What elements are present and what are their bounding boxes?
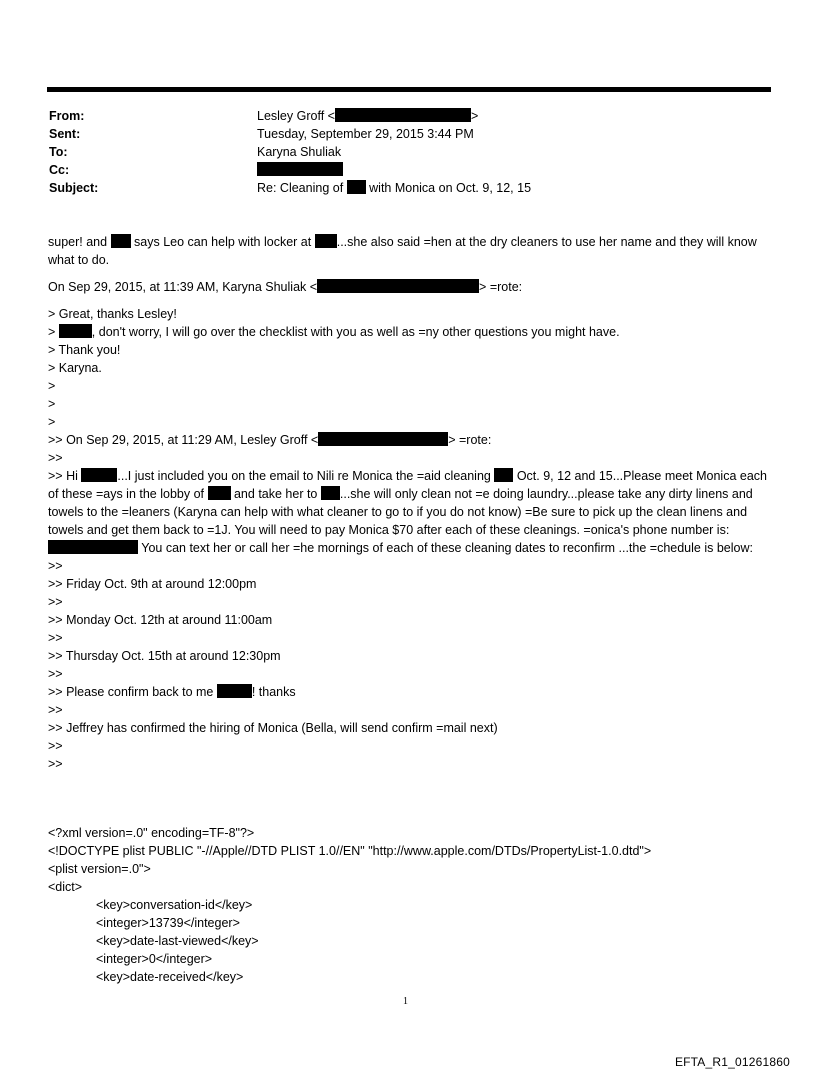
quote-paragraph: >> Hi ...I just included you on the email to Nili re Monica the =aid cleaning Oct. 9, 12 and 15...Please meet Monica each of these =ays in the lobby of and take her to ...she will only clean not =e doing laundry...please take any dirty linens and towels to the =leaners (Karyna can help with what cleaner to go to if you do not know) =Be sure to pick up the clean linens and towels and get them back to =1J. You will need to pay Monica $70 after each of these cleanings. =onica's phone number is: You can text her or call her =he mornings of each of these cleaning dates to reconfirm ...the =chedule is below: bbox=[48, 469, 767, 555]
subject-label: Subject: bbox=[49, 181, 99, 195]
xml-line: <key>date-received</key> bbox=[96, 970, 244, 984]
sent-label: Sent: bbox=[49, 127, 81, 141]
quote-line: > bbox=[48, 379, 56, 393]
page-number: 1 bbox=[403, 996, 408, 1007]
quote-line: >> bbox=[48, 739, 63, 753]
bates-stamp: EFTA_R1_01261860 bbox=[674, 1055, 790, 1069]
redaction-block bbox=[315, 234, 337, 248]
redaction-block bbox=[81, 468, 117, 482]
quote-line: >> bbox=[48, 559, 63, 573]
schedule-item: >> Thursday Oct. 15th at around 12:30pm bbox=[48, 649, 281, 663]
redaction-block bbox=[321, 486, 340, 500]
to-value: Karyna Shuliak bbox=[257, 145, 342, 159]
redaction-block bbox=[494, 468, 513, 482]
redaction-block bbox=[257, 162, 343, 176]
xml-line: <key>conversation-id</key> bbox=[96, 898, 253, 912]
quote-line: > , don't worry, I will go over the checklist with you as well as =ny other questions you might have. bbox=[48, 325, 620, 339]
to-label: To: bbox=[49, 145, 68, 159]
sent-value: Tuesday, September 29, 2015 3:44 PM bbox=[257, 127, 474, 141]
quote-line: >> Please confirm back to me ! thanks bbox=[48, 685, 296, 699]
body-paragraph: super! and says Leo can help with locker at ...she also said =hen at the dry cleaners to use her name and they will know what to do. bbox=[48, 235, 757, 267]
xml-line: <integer>13739</integer> bbox=[96, 916, 240, 930]
quote-line: > Great, thanks Lesley! bbox=[48, 307, 177, 321]
xml-line: <!DOCTYPE plist PUBLIC "-//Apple//DTD PLIST 1.0//EN" "http://www.apple.com/DTDs/PropertyList-1.0.dtd"> bbox=[48, 844, 652, 858]
xml-line: <plist version=.0"> bbox=[48, 862, 151, 876]
from-value: Lesley Groff < > bbox=[257, 109, 479, 123]
redaction-block bbox=[347, 180, 366, 194]
redaction-block bbox=[318, 432, 448, 446]
redaction-block bbox=[48, 540, 138, 554]
xml-line: <key>date-last-viewed</key> bbox=[96, 934, 259, 948]
xml-line: <integer>0</integer> bbox=[96, 952, 213, 966]
quote-header: On Sep 29, 2015, at 11:39 AM, Karyna Shuliak < > =rote: bbox=[48, 280, 523, 294]
quote-line: >> Jeffrey has confirmed the hiring of Monica (Bella, will send confirm =mail next) bbox=[48, 721, 498, 735]
redaction-block bbox=[335, 108, 471, 122]
redaction-block bbox=[59, 324, 92, 338]
redaction-block bbox=[111, 234, 131, 248]
quote-line: > Karyna. bbox=[48, 361, 102, 375]
xml-line: <?xml version=.0" encoding=TF-8"?> bbox=[48, 826, 255, 840]
header-rule bbox=[47, 87, 771, 92]
quote-line: >> bbox=[48, 757, 63, 771]
quote-line: > Thank you! bbox=[48, 343, 121, 357]
schedule-item: >> Friday Oct. 9th at around 12:00pm bbox=[48, 577, 257, 591]
redaction-block bbox=[317, 279, 479, 293]
schedule-item: >> Monday Oct. 12th at around 11:00am bbox=[48, 613, 273, 627]
xml-line: <dict> bbox=[48, 880, 83, 894]
quote-line: >> bbox=[48, 703, 63, 717]
quote-line: > bbox=[48, 415, 56, 429]
redaction-block bbox=[208, 486, 231, 500]
redaction-block bbox=[217, 684, 252, 698]
cc-label: Cc: bbox=[49, 163, 70, 177]
quote-line: >> bbox=[48, 451, 63, 465]
from-label: From: bbox=[49, 109, 85, 123]
email-header bbox=[49, 107, 749, 199]
quote-line: > bbox=[48, 397, 56, 411]
quote-header: >> On Sep 29, 2015, at 11:29 AM, Lesley Groff < > =rote: bbox=[48, 433, 492, 447]
subject-value: Re: Cleaning of with Monica on Oct. 9, 12, 15 bbox=[257, 181, 532, 195]
cc-value bbox=[257, 161, 343, 179]
quote-line: >> bbox=[48, 595, 63, 609]
plist-block bbox=[48, 824, 773, 986]
quote-line: >> bbox=[48, 667, 63, 681]
email-body bbox=[48, 233, 773, 773]
quote-line: >> bbox=[48, 631, 63, 645]
